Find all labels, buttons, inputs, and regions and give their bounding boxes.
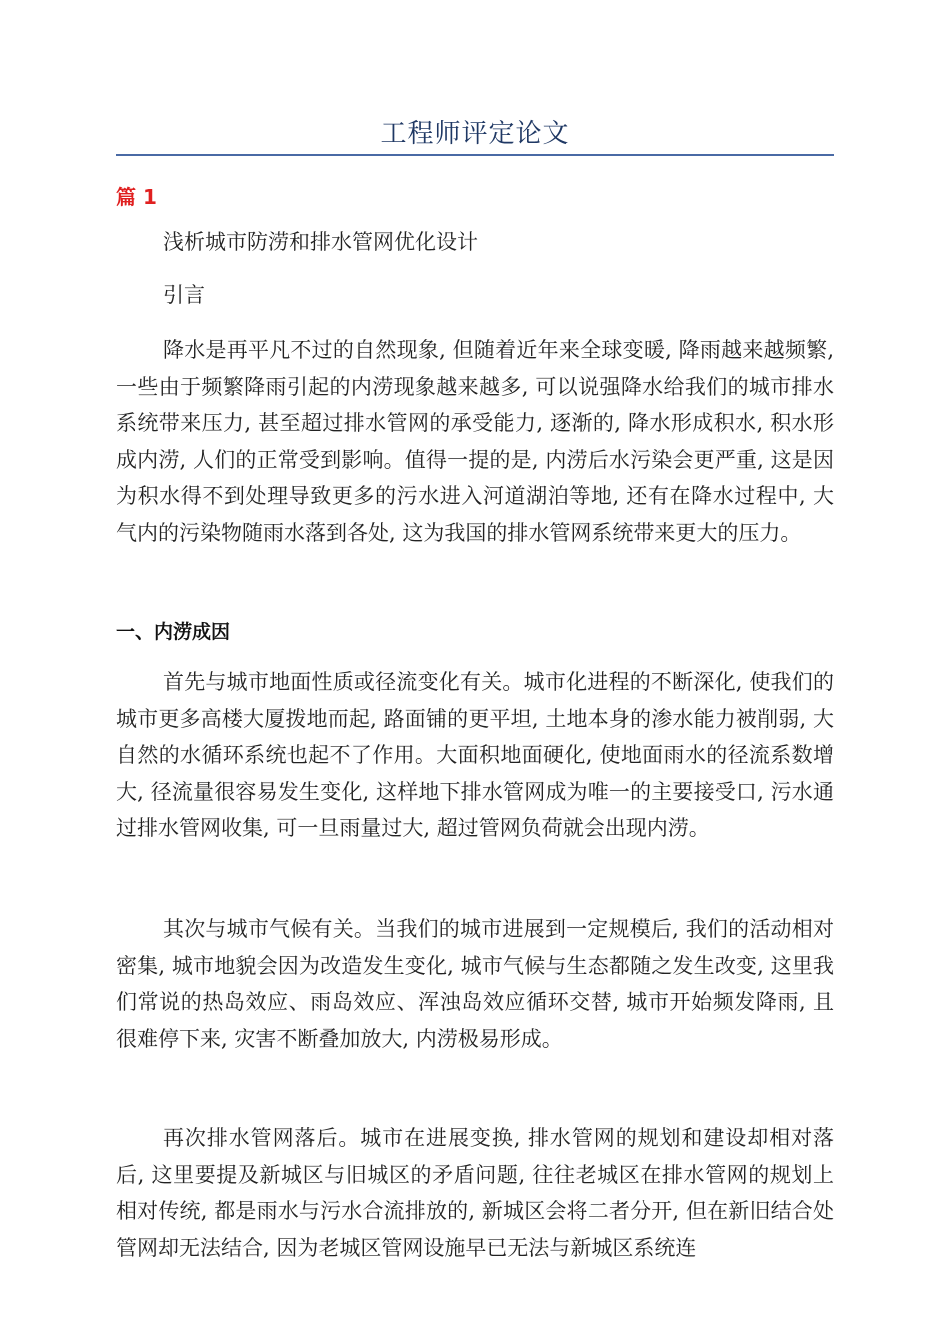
paragraph-intro: 降水是再平凡不过的自然现象, 但随着近年来全球变暖, 降雨越来越频繁, 一些由于频繁降雨引起的内涝现象越来越多, 可以说强降水给我们的城市排水系统带来压力, 甚至超过排水管网的承受能力, 逐渐的, 降水形成积水, 积水形成内涝, 人们的正常受到影响。值得一提的是, 内涝后水污染会更严重, 这是因为积水得不到处理导致更多的污水进入河道湖泊等地, 还有在降水过程中, 大气内的污染物随雨水落到各处, 这为我国的排水管网系统带来更大的压力。 [116,338,834,545]
article-title: 浅析城市防涝和排水管网优化设计 [163,230,478,254]
paragraph-cause-3: 再次排水管网落后。城市在进展变换, 排水管网的规划和建设却相对落后, 这里要提及新城区与旧城区的矛盾问题, 往往老城区在排水管网的规划上相对传统, 都是雨水与污水合流排放的, 新城区会将二者分开, 但在新旧结合处管网却无法结合, 因为老城区管网设施早已无法与新城区系统连 [116,1126,834,1260]
intro-heading: 引言 [163,283,205,307]
document-title: 工程师评定论文 [380,119,570,149]
paragraph-cause-2: 其次与城市气候有关。当我们的城市进展到一定规模后, 我们的活动相对密集, 城市地貌会因为改造发生变化, 城市气候与生态都随之发生改变, 这里我们常说的热岛效应、雨岛效应、浑浊岛效应循环交替, 城市开始频发降雨, 且很难停下来, 灾害不断叠加放大, 内涝极易形成。 [116,917,834,1051]
section-heading: 一、内涝成因 [116,621,231,643]
title-divider [116,154,834,156]
section-label: 篇 1 [116,185,157,209]
document-page [116,0,834,1344]
paragraph-cause-1: 首先与城市地面性质或径流变化有关。城市化进程的不断深化, 使我们的城市更多高楼大厦拨地而起, 路面铺的更平坦, 土地本身的渗水能力被削弱, 大自然的水循环系统也起不了作用。大面积地面硬化, 使地面雨水的径流系数增大, 径流量很容易发生变化, 这样地下排水管网成为唯一的主要接受口, 污水通过排水管网收集, 可一旦雨量过大, 超过管网负荷就会出现内涝。 [116,670,834,840]
